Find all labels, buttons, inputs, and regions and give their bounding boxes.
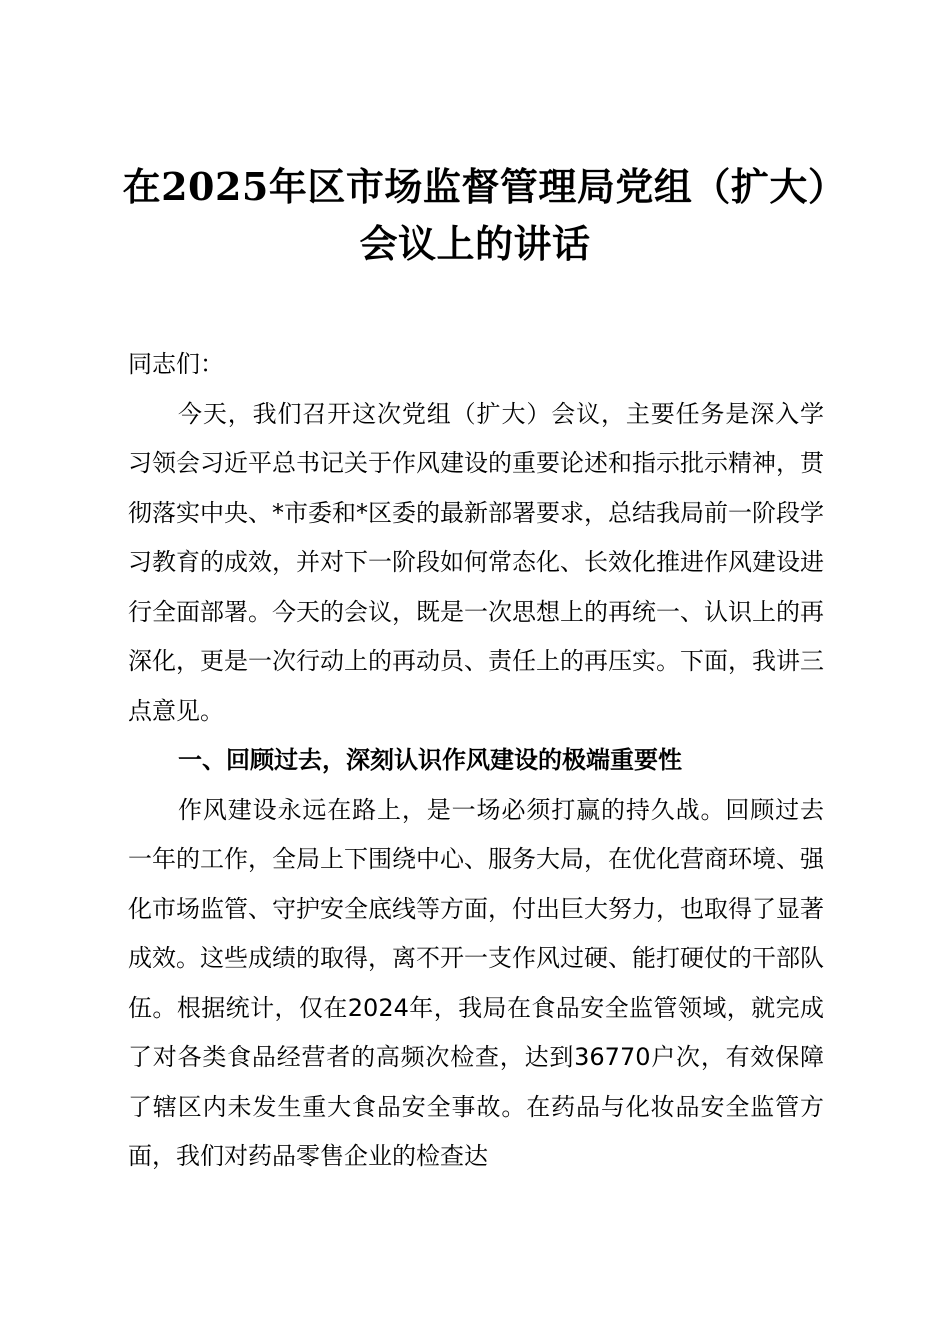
- section-heading-1: 一、回顾过去，深刻认识作风建设的极端重要性: [178, 746, 682, 774]
- document-body: [128, 340, 824, 1182]
- document-title: 在2025年区市场监督管理局党组（扩大）会议上的讲话: [122, 164, 828, 266]
- salutation: 同志们：: [128, 350, 224, 378]
- intro-paragraph: 今天，我们召开这次党组（扩大）会议，主要任务是深入学习领会习近平总书记关于作风建设的重要论述和指示批示精神，贯彻落实中央、*市委和*区委的最新部署要求，总结我局前一阶段学习教育的成效，并对下一阶段如何常态化、长效化推进作风建设进行全面部署。今天的会议，既是一次思想上的再统一、认识上的再深化，更是一次行动上的再动员、责任上的再压实。下面，我讲三点意见。: [128, 399, 824, 725]
- section-1-paragraph: 作风建设永远在路上，是一场必须打赢的持久战。回顾过去一年的工作，全局上下围绕中心、服务大局，在优化营商环境、强化市场监管、守护安全底线等方面，付出巨大努力，也取得了显著成效。这些成绩的取得，离不开一支作风过硬、能打硬仗的干部队伍。根据统计，仅在2024年，我局在食品安全监管领域，就完成了对各类食品经营者的高频次检查，达到36770户次，有效保障了辖区内未发生重大食品安全事故。在药品与化妆品安全监管方面，我们对药品零售企业的检查达: [128, 795, 824, 1170]
